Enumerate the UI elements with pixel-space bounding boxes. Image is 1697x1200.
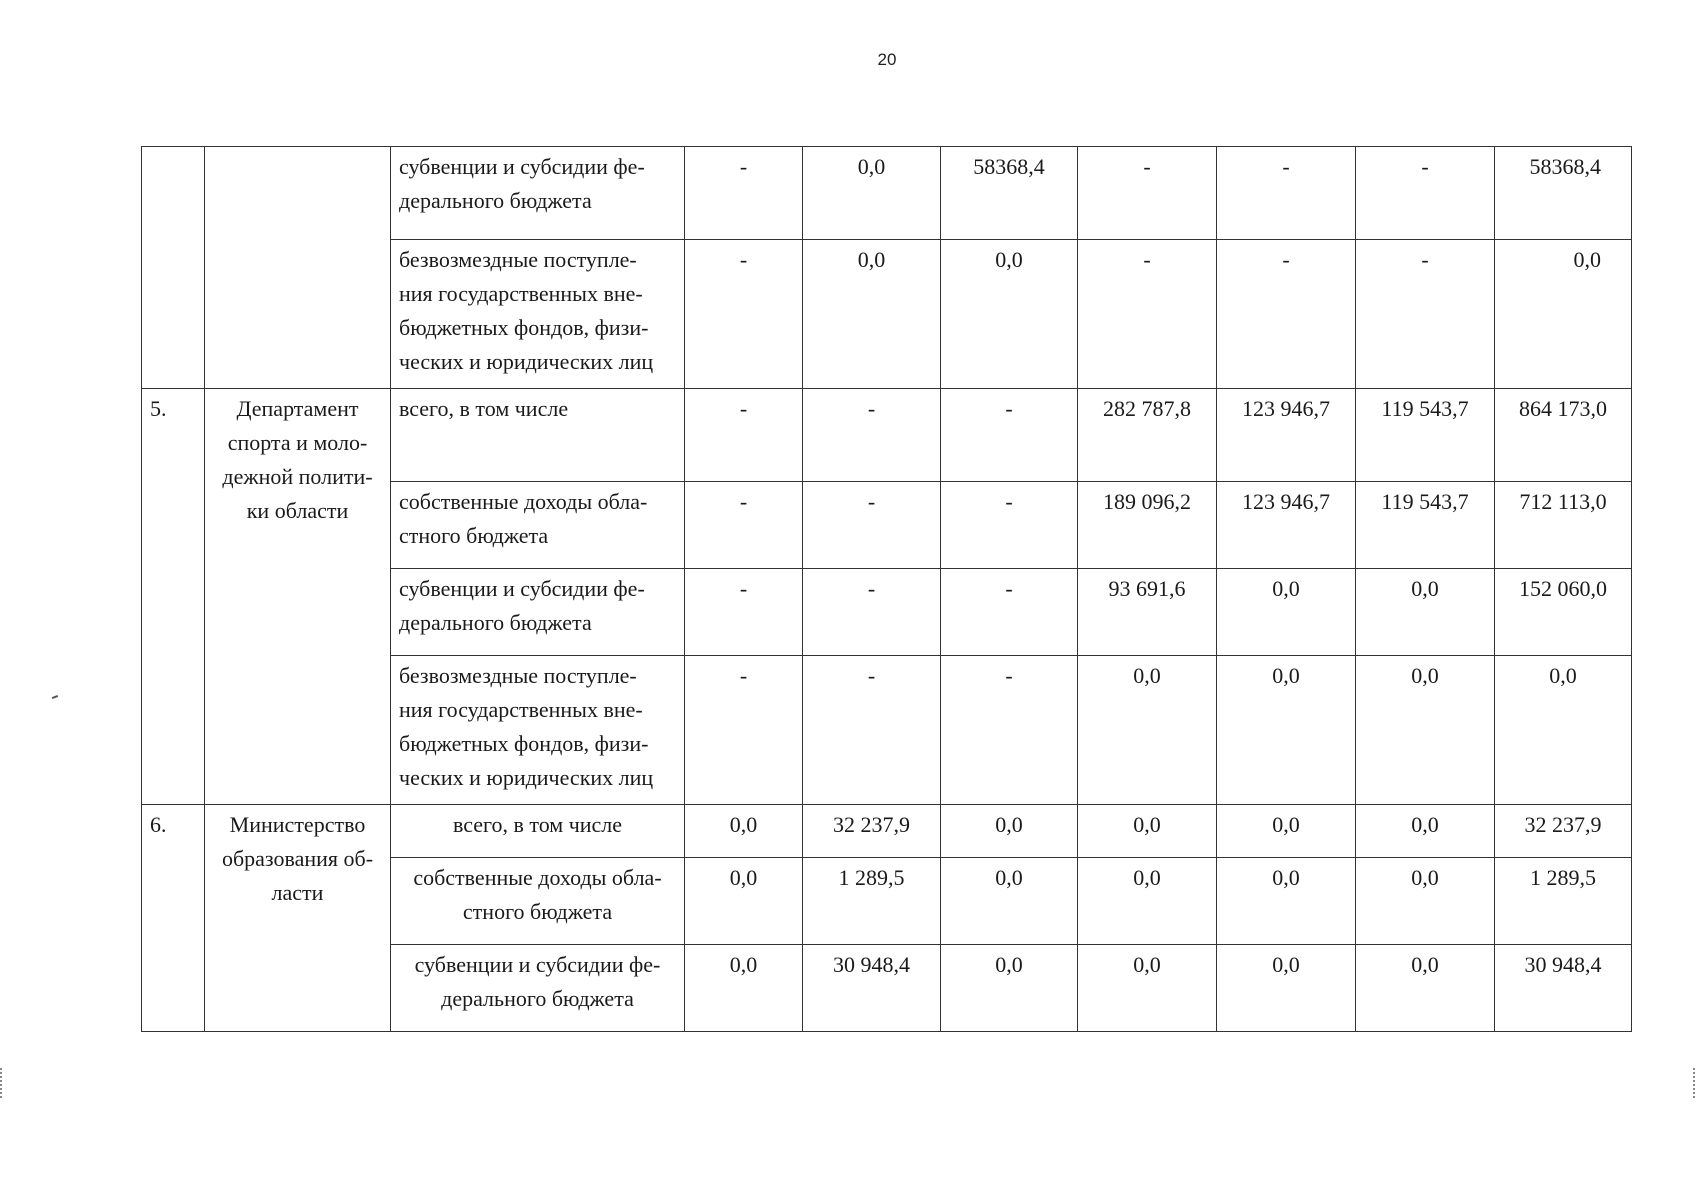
table-row: [142, 389, 1632, 482]
value-cell: 0,0: [685, 858, 803, 945]
value-cell: 0,0: [803, 147, 941, 240]
scan-edge-mark-right: [1693, 1068, 1697, 1098]
funding-source-cell: всего, в том числе: [391, 389, 685, 482]
total-cell: 30 948,4: [1495, 945, 1632, 1032]
value-cell: 189 096,2: [1078, 482, 1217, 569]
funding-source-cell: субвенции и субсидии фе- дерального бюджета: [391, 147, 685, 240]
value-cell: -: [685, 482, 803, 569]
value-cell: -: [1356, 147, 1495, 240]
row-number-cell: 5.: [142, 389, 205, 805]
funding-source-cell: собственные доходы обла- стного бюджета: [391, 482, 685, 569]
value-cell: -: [803, 569, 941, 656]
value-cell: -: [803, 656, 941, 805]
total-cell: 712 113,0: [1495, 482, 1632, 569]
value-cell: -: [685, 389, 803, 482]
value-cell: -: [803, 389, 941, 482]
value-cell: -: [685, 656, 803, 805]
funding-source-cell: субвенции и субсидии фе- дерального бюджета: [391, 569, 685, 656]
value-cell: 0,0: [1078, 945, 1217, 1032]
total-cell: 1 289,5: [1495, 858, 1632, 945]
table-row: [142, 805, 1632, 858]
value-cell: -: [685, 569, 803, 656]
value-cell: -: [941, 389, 1078, 482]
organization-cell: Министерство образования об- ласти: [205, 805, 391, 1032]
value-cell: 0,0: [941, 945, 1078, 1032]
value-cell: 0,0: [1217, 805, 1356, 858]
value-cell: 0,0: [1356, 656, 1495, 805]
value-cell: -: [1217, 147, 1356, 240]
funding-source-cell: безвозмездные поступле- ния государственных вне- бюджетных фондов, физи- ческих и юридических лиц: [391, 656, 685, 805]
total-cell: 0,0: [1495, 656, 1632, 805]
scan-edge-mark-left: [0, 1068, 4, 1098]
value-cell: 0,0: [1217, 656, 1356, 805]
funding-table: [141, 146, 1632, 1032]
value-cell: 1 289,5: [803, 858, 941, 945]
value-cell: -: [1078, 240, 1217, 389]
row-number-cell: 6.: [142, 805, 205, 1032]
value-cell: -: [685, 240, 803, 389]
value-cell: 30 948,4: [803, 945, 941, 1032]
organization-cell: Департамент спорта и моло- дежной полити- ки области: [205, 389, 391, 805]
funding-source-cell: всего, в том числе: [391, 805, 685, 858]
value-cell: 0,0: [685, 805, 803, 858]
value-cell: -: [803, 482, 941, 569]
value-cell: -: [1217, 240, 1356, 389]
value-cell: -: [941, 569, 1078, 656]
value-cell: 0,0: [1078, 858, 1217, 945]
value-cell: 0,0: [941, 858, 1078, 945]
funding-source-cell: субвенции и субсидии фе- дерального бюджета: [391, 945, 685, 1032]
value-cell: 0,0: [1078, 805, 1217, 858]
value-cell: -: [1078, 147, 1217, 240]
total-cell: 864 173,0: [1495, 389, 1632, 482]
value-cell: -: [685, 147, 803, 240]
table-row: [142, 147, 1632, 240]
value-cell: 119 543,7: [1356, 389, 1495, 482]
total-cell: 32 237,9: [1495, 805, 1632, 858]
scan-mark: [52, 695, 58, 699]
funding-source-cell: собственные доходы обла- стного бюджета: [391, 858, 685, 945]
value-cell: 123 946,7: [1217, 389, 1356, 482]
total-cell: 0,0: [1495, 240, 1632, 389]
value-cell: 0,0: [1356, 569, 1495, 656]
value-cell: 0,0: [685, 945, 803, 1032]
value-cell: 0,0: [1078, 656, 1217, 805]
value-cell: 0,0: [1217, 569, 1356, 656]
value-cell: 282 787,8: [1078, 389, 1217, 482]
value-cell: 123 946,7: [1217, 482, 1356, 569]
total-cell: 152 060,0: [1495, 569, 1632, 656]
value-cell: 0,0: [803, 240, 941, 389]
value-cell: -: [1356, 240, 1495, 389]
value-cell: 0,0: [1356, 805, 1495, 858]
value-cell: 93 691,6: [1078, 569, 1217, 656]
value-cell: 58368,4: [941, 147, 1078, 240]
total-cell: 58368,4: [1495, 147, 1632, 240]
value-cell: 0,0: [1356, 858, 1495, 945]
row-number-cell: [142, 147, 205, 389]
value-cell: 119 543,7: [1356, 482, 1495, 569]
value-cell: 0,0: [941, 805, 1078, 858]
value-cell: 0,0: [1217, 945, 1356, 1032]
value-cell: 32 237,9: [803, 805, 941, 858]
page-number: 20: [877, 50, 897, 69]
value-cell: 0,0: [1356, 945, 1495, 1032]
value-cell: 0,0: [941, 240, 1078, 389]
funding-source-cell: безвозмездные поступле- ния государственных вне- бюджетных фондов, физи- ческих и юридических лиц: [391, 240, 685, 389]
value-cell: -: [941, 482, 1078, 569]
value-cell: 0,0: [1217, 858, 1356, 945]
organization-cell: [205, 147, 391, 389]
value-cell: -: [941, 656, 1078, 805]
